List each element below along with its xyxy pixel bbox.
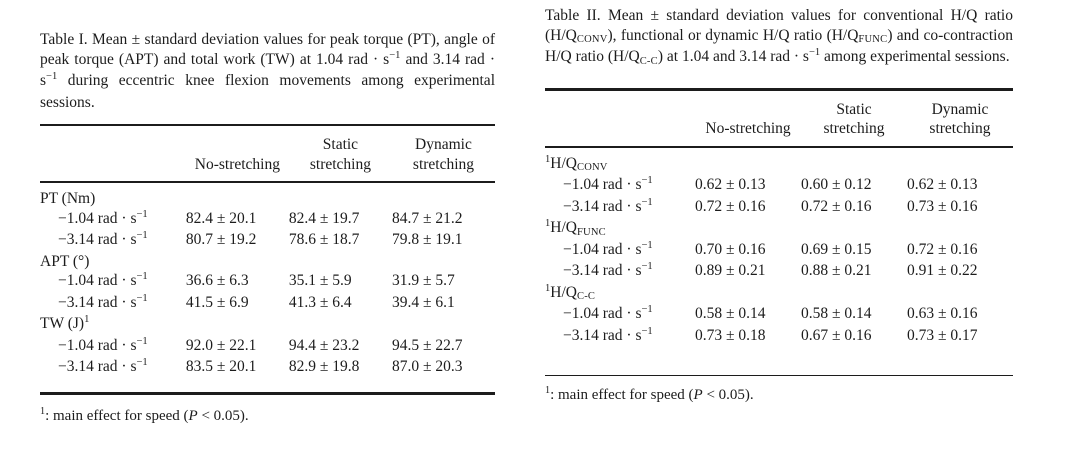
superscript: −1 [641, 304, 653, 316]
text-segment: : main effect for speed ( [550, 387, 694, 403]
text-segment: APT (°) [40, 252, 90, 270]
text-segment: −3.14 rad · s [563, 262, 642, 279]
value-cell: 0.73 ± 0.16 [906, 197, 978, 215]
superscript: −1 [389, 49, 401, 61]
table2 [545, 88, 1013, 377]
text-segment: < 0.05). [702, 387, 754, 403]
superscript: −1 [136, 335, 148, 347]
text-segment: : main effect for speed ( [45, 407, 189, 424]
row-label [40, 357, 186, 393]
superscript: −1 [46, 71, 58, 83]
value-cell: 0.88 ± 0.21 [801, 262, 872, 279]
text-segment: Table I. Mean ± standard deviation values for peak torque (PT), angle of peak torque (APT) and total work (TW) at 1.04 rad · s [40, 31, 495, 68]
column-header-line: Static [836, 100, 872, 118]
column-header [695, 89, 801, 147]
text-segment: −1.04 rad · s [563, 305, 642, 322]
value-cell: 92.0 ± 22.1 [185, 336, 257, 354]
section-label [545, 218, 1013, 240]
value-cell: 0.60 ± 0.12 [801, 176, 872, 193]
value-cell: 41.3 ± 6.4 [288, 293, 352, 311]
data-row [40, 293, 495, 315]
value-cell: 39.4 ± 6.1 [391, 293, 455, 311]
data-row [545, 326, 1013, 376]
row-label [40, 209, 186, 231]
row-label [545, 261, 695, 283]
subscript: C-C [639, 55, 658, 67]
table2-head [545, 89, 1013, 147]
text-segment: −1.04 rad · s [58, 336, 137, 354]
superscript: −1 [641, 175, 653, 187]
text-segment: −3.14 rad · s [58, 231, 137, 248]
value-cell: 78.6 ± 18.7 [288, 231, 360, 248]
value-cell: 79.8 ± 19.1 [391, 231, 463, 248]
stub-header [545, 89, 695, 147]
text-segment: −1.04 rad · s [58, 272, 137, 289]
table2-caption [545, 6, 1013, 69]
superscript: −1 [641, 325, 653, 337]
value-cell: 36.6 ± 6.3 [185, 272, 249, 289]
value-cell: 82.4 ± 20.1 [185, 209, 257, 227]
row-label [40, 293, 186, 315]
column-header-line: stretching [929, 120, 991, 137]
value-cell: 0.58 ± 0.14 [801, 305, 872, 322]
superscript: 1 [545, 282, 551, 294]
value-cell: 0.72 ± 0.16 [906, 240, 978, 258]
section-row [545, 218, 1013, 240]
text-segment: < 0.05). [197, 407, 249, 424]
text-segment: H/Q [550, 283, 577, 301]
header-row [545, 89, 1013, 147]
column-header [392, 125, 495, 182]
text-segment: PT (Nm) [40, 190, 96, 207]
text-segment: −3.14 rad · s [563, 326, 642, 344]
value-cell: 0.67 ± 0.16 [801, 326, 872, 344]
value-cell: 0.91 ± 0.22 [906, 262, 978, 279]
superscript: 1 [40, 405, 46, 417]
value-cell: 0.72 ± 0.16 [801, 197, 872, 215]
value-cell: 0.63 ± 0.16 [906, 305, 978, 322]
superscript: −1 [136, 230, 148, 242]
value-cell: 35.1 ± 5.9 [288, 272, 352, 289]
text-segment: H/Q [550, 219, 577, 236]
stub-header [40, 125, 186, 182]
table1-body [40, 182, 495, 393]
section-row [40, 252, 495, 272]
superscript: −1 [136, 208, 148, 220]
column-header-line: Dynamic [931, 100, 989, 118]
section-row [40, 314, 495, 336]
text-segment: P [188, 407, 198, 424]
subscript: C-C [576, 291, 596, 303]
section-label [545, 147, 1013, 176]
superscript: 1 [545, 218, 551, 230]
value-cell: 84.7 ± 21.2 [391, 209, 463, 227]
column-header-line: stretching [412, 155, 475, 173]
column-header-line: stretching [309, 155, 371, 173]
superscript: −1 [641, 239, 653, 251]
column-header [289, 125, 392, 182]
column-header-line: Dynamic [415, 136, 472, 153]
section-row [40, 182, 495, 209]
subscript: CONV [576, 34, 608, 46]
column-header-line: No-stretching [705, 120, 791, 137]
text-segment: −3.14 rad · s [58, 293, 137, 311]
text-segment: H/Q [550, 154, 577, 172]
table1-head [40, 125, 495, 182]
data-row [40, 209, 495, 231]
row-label [40, 271, 186, 293]
text-segment: −1.04 rad · s [563, 240, 642, 258]
section-label [545, 283, 1013, 305]
superscript: 1 [84, 314, 90, 326]
value-cell: 0.72 ± 0.16 [695, 197, 766, 215]
text-segment: Table II. Mean ± standard deviation values for conventional H/Q ratio (H/Q [545, 7, 1013, 44]
row-label [545, 326, 695, 376]
data-row [40, 357, 495, 393]
superscript: 1 [545, 153, 551, 165]
value-cell: 82.9 ± 19.8 [288, 358, 360, 375]
superscript: −1 [136, 271, 148, 283]
column-header-line: Static [322, 136, 359, 153]
subscript: FUNC [576, 226, 606, 238]
superscript: −1 [641, 261, 653, 273]
text-segment: −1.04 rad · s [563, 176, 642, 193]
row-label [545, 240, 695, 262]
data-row [40, 271, 495, 293]
value-cell: 0.62 ± 0.13 [906, 176, 978, 193]
table2-footnote [545, 386, 1013, 406]
superscript: −1 [136, 292, 148, 304]
table1 [40, 124, 495, 395]
column-header [907, 89, 1013, 147]
table2-block [545, 0, 1013, 427]
text-segment: −3.14 rad · s [58, 358, 137, 375]
text-segment: ), functional or dynamic H/Q ratio (H/Q [607, 26, 859, 44]
superscript: −1 [641, 196, 653, 208]
table2-body [545, 147, 1013, 376]
data-row [545, 197, 1013, 219]
data-row [545, 175, 1013, 197]
table1-footnote [40, 407, 495, 427]
text-segment: and 3.14 rad · s [40, 50, 495, 89]
column-header-line: stretching [823, 120, 885, 137]
column-header-line: No-stretching [194, 155, 280, 173]
value-cell: 94.5 ± 22.7 [391, 336, 463, 354]
value-cell: 0.69 ± 0.15 [801, 240, 872, 258]
row-label [40, 230, 186, 252]
superscript: 1 [545, 385, 551, 397]
superscript: −1 [136, 357, 148, 369]
value-cell: 82.4 ± 19.7 [288, 209, 360, 227]
value-cell: 80.7 ± 19.2 [185, 231, 257, 248]
subscript: FUNC [858, 34, 888, 46]
row-label [545, 304, 695, 326]
value-cell: 0.73 ± 0.18 [695, 326, 766, 344]
section-row [545, 283, 1013, 305]
data-row [545, 261, 1013, 283]
value-cell: 83.5 ± 20.1 [185, 358, 257, 375]
text-segment: ) at 1.04 and 3.14 rad · s [657, 48, 809, 65]
column-header [801, 89, 907, 147]
column-header [186, 125, 289, 182]
value-cell: 94.4 ± 23.2 [288, 336, 360, 354]
header-row [40, 125, 495, 182]
section-label [40, 252, 495, 272]
value-cell: 0.62 ± 0.13 [695, 176, 766, 193]
subscript: CONV [576, 162, 608, 174]
text-segment: among experimental sessions. [820, 48, 1010, 65]
section-row [545, 147, 1013, 176]
row-label [40, 336, 186, 358]
value-cell: 41.5 ± 6.9 [185, 293, 249, 311]
value-cell: 0.58 ± 0.14 [695, 305, 766, 322]
superscript: −1 [808, 47, 821, 59]
text-segment: P [693, 387, 703, 403]
value-cell: 31.9 ± 5.7 [391, 272, 455, 289]
data-row [545, 240, 1013, 262]
text-segment: −3.14 rad · s [563, 197, 642, 215]
data-row [40, 230, 495, 252]
text-segment: TW (J) [40, 315, 85, 332]
table1-caption [40, 30, 495, 112]
data-row [545, 304, 1013, 326]
value-cell: 0.73 ± 0.17 [906, 326, 978, 344]
table1-block [40, 0, 495, 427]
text-segment: −1.04 rad · s [58, 209, 137, 227]
value-cell: 87.0 ± 20.3 [391, 358, 463, 375]
row-label [545, 175, 695, 197]
text-segment: during eccentric knee flexion movements among experimental sessions. [40, 72, 495, 111]
text-segment: ) and co-contraction H/Q ratio (H/Q [545, 26, 1013, 65]
section-label [40, 314, 495, 336]
value-cell: 0.70 ± 0.16 [695, 240, 766, 258]
data-row [40, 336, 495, 358]
row-label [545, 197, 695, 219]
value-cell: 0.89 ± 0.21 [695, 262, 766, 279]
section-label [40, 182, 495, 209]
